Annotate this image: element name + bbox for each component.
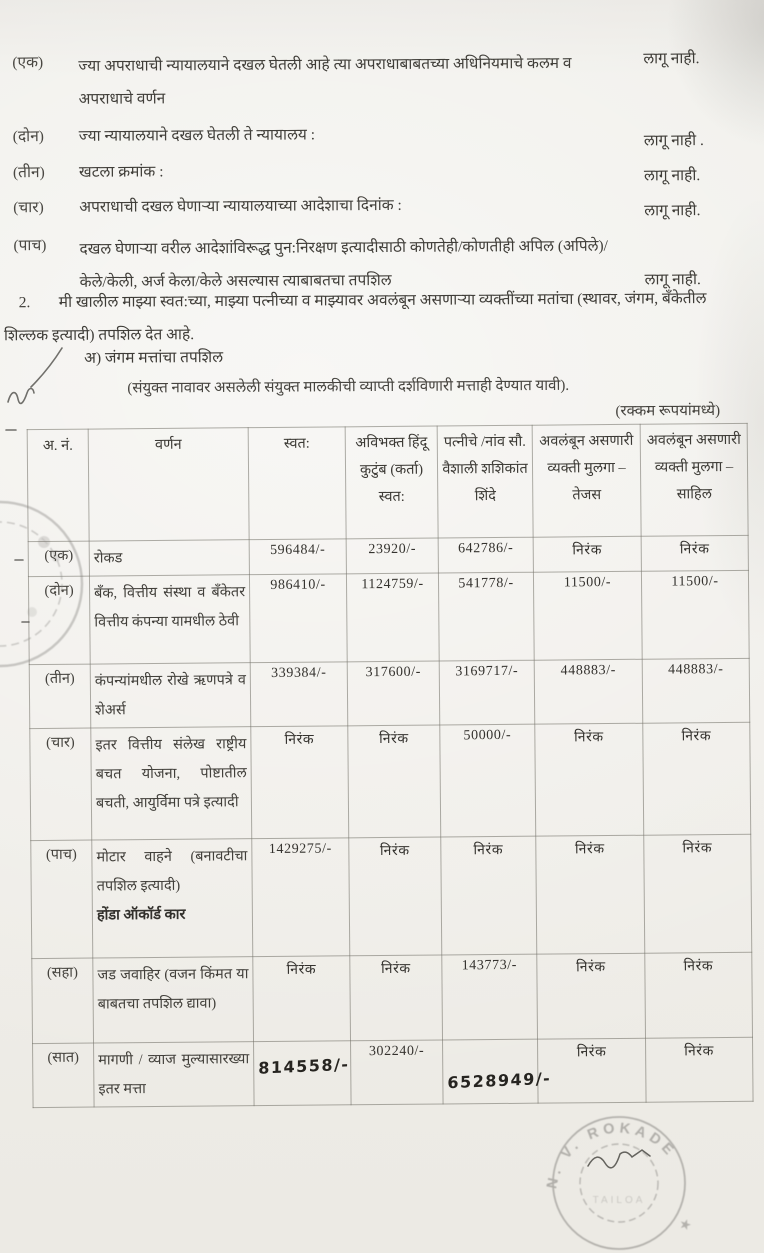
- cell-sahil-amount: निरंक: [641, 535, 748, 571]
- item-text: अपराधाची दखल घेणाऱ्या न्यायालयाच्या आदेशाचा दिनांक :: [79, 196, 402, 216]
- cell-description: जड जवाहिर (वजन किंमत या बाबतचा तपशिल द्यावा): [93, 957, 254, 1043]
- item-number: (चार): [13, 199, 44, 217]
- cell-tejas-amount: निरंक: [535, 723, 644, 836]
- cell-sahil-amount: निरंक: [646, 1037, 754, 1102]
- cell-huf-amount: 302240/-: [351, 1040, 444, 1105]
- cell-wife-amount: 50000/-: [440, 724, 536, 837]
- item-number: (तीन): [12, 164, 45, 182]
- column-header-huf: अविभक्त हिंदू कुटुंब (कर्ता) स्वत:: [345, 426, 438, 539]
- column-header-srno: अ. नं.: [27, 429, 89, 542]
- cell-tejas-amount: 448883/-: [534, 659, 643, 724]
- cell-description: कंपन्यांमधील रोखे ऋणपत्रे व शेअर्स: [90, 663, 251, 728]
- cell-sahil-amount: निरंक: [644, 834, 752, 953]
- movable-assets-table: [27, 423, 754, 1108]
- cell-srno: (सहा): [32, 958, 94, 1044]
- joint-ownership-note: (संयुक्त नावावर असलेली संयुक्त मालकीची व्याप्ती दर्शविणारी मत्ताही देण्यात यावी).: [127, 377, 570, 397]
- cell-self-amount: 1429275/-: [252, 838, 350, 957]
- cell-description: इतर वित्तीय संलेख राष्ट्रीय बचत योजना, पोष्टातील बचती, आयुर्विमा पत्रे इत्यादी: [91, 727, 252, 840]
- cell-huf-amount: 1124759/-: [346, 573, 439, 662]
- table-row: [28, 570, 749, 664]
- stamp-arc-text: N. V. ROKADE: [544, 1120, 680, 1191]
- cell-wife-amount: 642786/-: [438, 537, 533, 573]
- list-item: [13, 155, 755, 195]
- amount-unit-note: (रक्कम रूपयांमध्ये): [615, 402, 721, 420]
- cell-tejas-amount: निरंक: [538, 1038, 647, 1103]
- cell-tejas-amount: निरंक: [536, 835, 645, 954]
- offence-details-list: [12, 46, 756, 300]
- table-row: [33, 1037, 754, 1107]
- cell-tejas-amount: निरंक: [537, 953, 646, 1039]
- vehicle-model-text: होंडा ऑकॉर्ड कार: [96, 906, 186, 924]
- column-header-wife: पत्नीचे /नांव सौ. वैशाली शशिकांत शिंदे: [437, 425, 533, 538]
- cell-description: [92, 839, 253, 958]
- cell-huf-amount: निरंक: [350, 955, 443, 1041]
- column-header-son-tejas: अवलंबून असणारी व्यक्ती मुलगा – तेजस: [532, 424, 641, 537]
- table-header-row: [27, 423, 748, 541]
- cell-srno: (सात): [33, 1043, 95, 1108]
- item-text: दखल घेणाऱ्या वरील आदेशांविरूद्ध पुन:निरक्षण इत्यादीसाठी कोणतेही/कोणतीही अपिल (अपिले)/केले/केली, अर्ज केला/केले असल्यास त्याबाबतचा तपशिल: [79, 237, 608, 291]
- column-header-son-sahil: अवलंबून असणारी व्यक्ती मुलगा – साहिल: [640, 423, 748, 536]
- item-status: लागू नाही .: [643, 132, 704, 150]
- cell-tejas-amount: निरंक: [533, 536, 641, 572]
- cell-tejas-amount: 11500/-: [533, 571, 642, 660]
- cell-huf-amount: 23920/-: [346, 538, 438, 574]
- column-header-self: स्वत:: [248, 427, 346, 540]
- cell-description: मागणी / व्याज मुल्यासारख्या इतर मत्ता: [94, 1042, 255, 1107]
- paragraph-text: मी खालील माझ्या स्वत:च्या, माझ्या पत्नीच्या व माझ्यावर अवलंबून असणाऱ्या व्यक्तींच्या मतांचा (स्थावर, जंगम, बँकेतील शिल्लक इत्यादी) तपशिल देत आहे.: [3, 290, 707, 345]
- cell-description: रोकड: [89, 540, 249, 576]
- item-text: खटला क्रमांक :: [78, 163, 164, 181]
- list-item: [12, 46, 754, 117]
- item-status: लागू नाही.: [644, 271, 701, 289]
- item-status: लागू नाही.: [643, 50, 700, 68]
- cell-srno: (चार): [30, 728, 92, 841]
- cell-self-amount: निरंक: [251, 726, 349, 839]
- cell-sahil-amount: निरंक: [643, 722, 751, 835]
- cell-huf-amount: 317600/-: [347, 661, 440, 726]
- cell-sahil-amount: 11500/-: [641, 570, 749, 659]
- cell-self-amount: 339384/-: [250, 662, 348, 727]
- item-text: ज्या न्यायालयाने दखल घेतली ते न्यायालय :: [78, 126, 316, 145]
- cell-wife-amount: 143773/-: [442, 954, 538, 1040]
- cell-sahil-amount: 448883/-: [642, 658, 750, 723]
- cell-self-amount: 986410/-: [249, 574, 347, 663]
- item-status: लागू नाही.: [644, 202, 701, 220]
- cell-srno: (दोन): [28, 576, 90, 665]
- cell-wife-amount: 3169717/-: [439, 660, 535, 725]
- star-icon: ★: [676, 1216, 694, 1235]
- cell-self-amount: [254, 1041, 352, 1106]
- paragraph-number: 2.: [18, 294, 31, 312]
- list-item: [13, 119, 755, 160]
- table-row: [31, 834, 752, 958]
- cell-wife-amount: 541778/-: [438, 572, 534, 661]
- item-status: लागू नाही.: [643, 167, 701, 185]
- cell-huf-amount: निरंक: [349, 837, 442, 956]
- cell-srno: (पाच): [31, 840, 93, 959]
- handwritten-amount: 6528949/-: [447, 1068, 552, 1093]
- cell-huf-amount: निरंक: [348, 725, 441, 838]
- cell-description: बँक, वित्तीय संस्था व बँकेतर वित्तीय कंपन्या यामधील ठेवी: [89, 575, 250, 664]
- cell-srno: (एक): [28, 541, 89, 577]
- stamp-inner-text: TAILOA: [592, 1195, 646, 1206]
- item-number: (पाच): [13, 237, 47, 255]
- section-subheading: अ) जंगम मत्तांचा तपशिल: [84, 348, 224, 367]
- cell-wife-amount: निरंक: [441, 836, 537, 955]
- table-row: [29, 658, 750, 728]
- cell-srno: (तीन): [29, 664, 91, 729]
- cell-self-amount: निरंक: [253, 956, 351, 1042]
- cell-wife-amount: [443, 1039, 552, 1104]
- declaration-paragraph: [4, 282, 752, 353]
- item-number: (दोन): [12, 128, 44, 146]
- handwritten-amount: 814558/-: [258, 1054, 350, 1078]
- table-row: [30, 722, 751, 840]
- item-text: ज्या अपराधाची न्यायालयाने दखल घेतली आहे त्या अपराधाबाबतच्या अधिनियमाचे कलम व अपराधाचे वर्णन: [78, 54, 572, 108]
- cell-sahil-amount: निरंक: [645, 952, 753, 1038]
- list-item: [13, 190, 755, 230]
- cell-self-amount: 596484/-: [249, 539, 346, 575]
- column-header-description: वर्णन: [88, 428, 249, 541]
- item-number: (एक): [12, 54, 44, 72]
- description-text: मोटार वाहने (बनावटीचा तपशिल इत्यादी): [96, 848, 248, 895]
- table-row: [32, 952, 753, 1043]
